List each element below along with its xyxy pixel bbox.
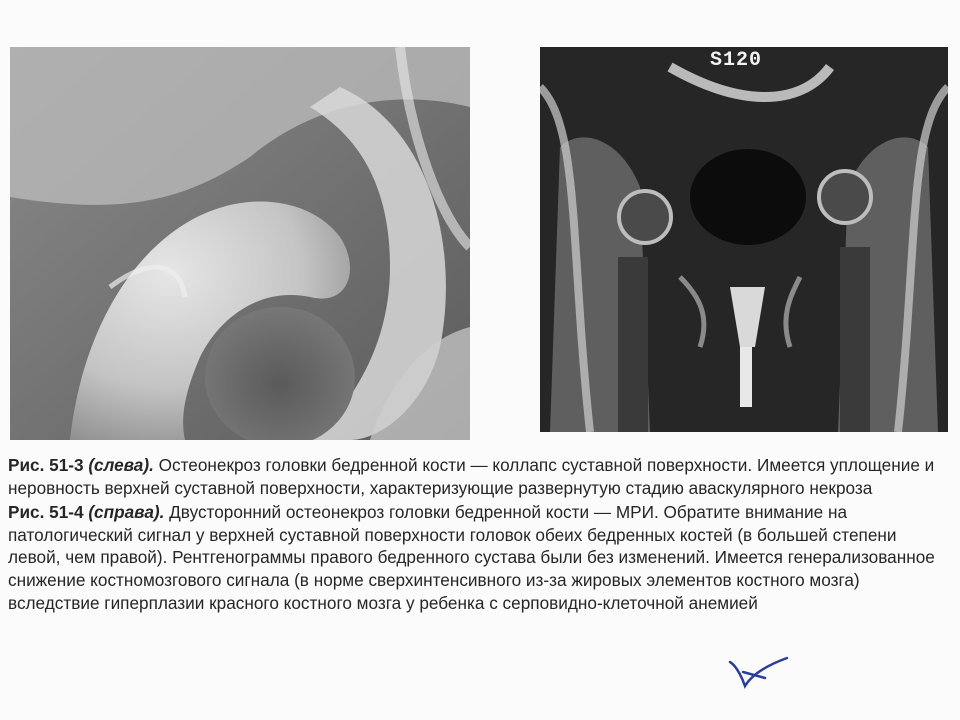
caption-text: Остеонекроз головки бедренной кости — коллапс суставной поверхности. Имеется уплощение и неровность верхней суставной поверхности, характеризующие развернутую стадию аваскулярного некроза [8, 455, 935, 498]
caption-51-3 [8, 454, 953, 499]
caption-text: Двусторонний остеонекроз головки бедренной кости — МРИ. Обратите внимание на патологический сигнал у верхней суставной поверхности головок обеих бедренных костей (в большей степени левой, чем правой). Рентгенограммы правого бедренного сустава были без изменений. Имеется генерализованное снижение костномозгового сигнала (в норме сверхинтенсивного из-за жировых элементов костного мозга) вследствие гиперплазии красного костного мозга у ребенка с серповидно-клеточной анемией [8, 502, 935, 613]
caption-position: (справа). [88, 502, 165, 523]
caption-position: (слева). [88, 455, 154, 475]
mri-figure [540, 47, 948, 432]
caption-id: Рис. 51-4 [8, 502, 84, 523]
xray-figure [10, 47, 470, 440]
handwritten-mark [725, 652, 795, 692]
caption-id: Рис. 51-3 [8, 455, 84, 475]
xray-image [10, 47, 470, 440]
mri-image [540, 47, 948, 432]
caption-51-4 [8, 501, 953, 614]
captions [8, 454, 953, 614]
mri-slice-label: S120 [710, 49, 763, 72]
